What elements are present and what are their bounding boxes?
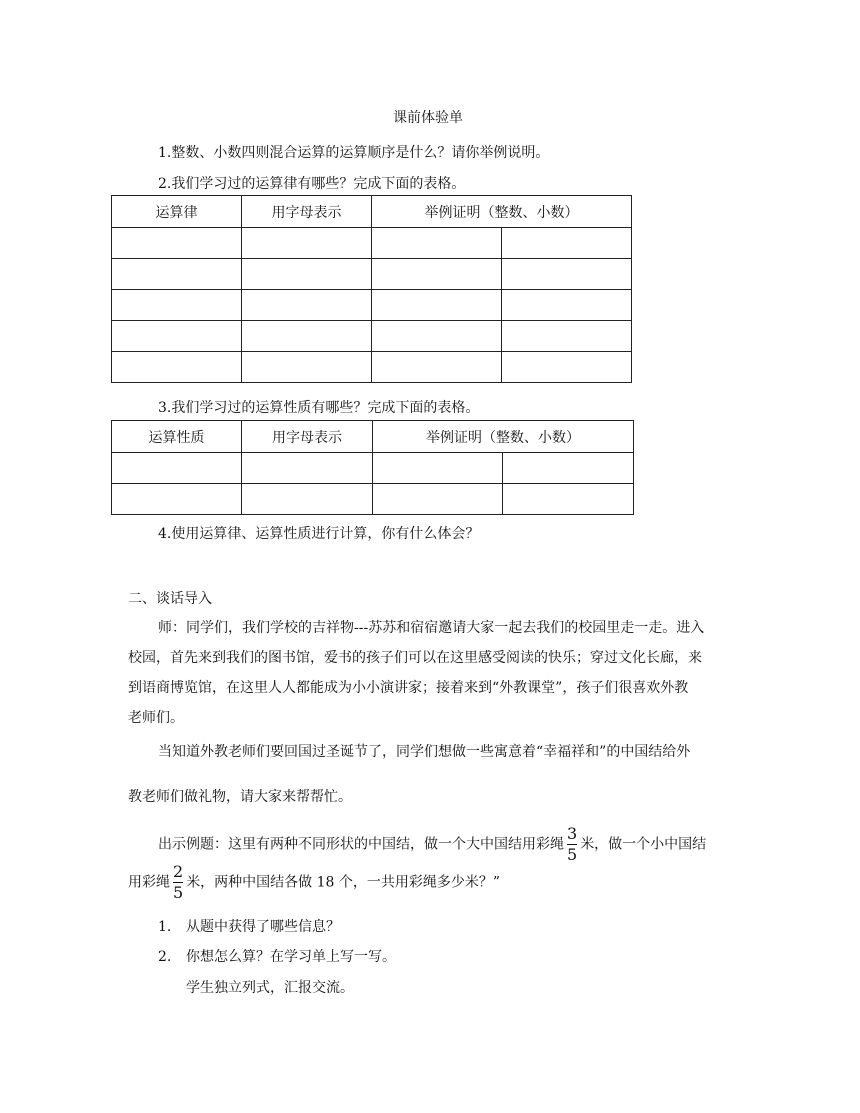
table-cell — [502, 290, 632, 321]
list-text: 从题中获得了哪些信息？ — [186, 919, 340, 935]
question-4: 4.使用运算律、运算性质进行计算，你有什么体会？ — [158, 526, 480, 542]
table-cell — [242, 321, 372, 352]
table-cell — [242, 290, 372, 321]
operation-laws-table — [111, 195, 632, 383]
fraction-numerator: 3 — [567, 824, 578, 843]
question-2: 2.我们学习过的运算律有哪些？完成下面的表格。 — [158, 176, 466, 192]
header-letters: 用字母表示 — [242, 196, 372, 228]
student-activity: 学生独立列式，汇报交流。 — [186, 980, 354, 996]
header-law: 运算律 — [112, 196, 242, 228]
list-item — [158, 947, 396, 967]
header-example: 举例证明（整数、小数） — [372, 196, 632, 228]
table-cell — [242, 484, 373, 515]
table-row — [112, 290, 632, 321]
header-example: 举例证明（整数、小数） — [373, 421, 634, 453]
table-row — [112, 321, 632, 352]
table-cell — [242, 453, 373, 484]
paragraph-1-line-4: 老师们。 — [128, 710, 184, 726]
question-1: 1.整数、小数四则混合运算的运算顺序是什么？请你举例说明。 — [158, 145, 550, 161]
question-3: 3.我们学习过的运算性质有哪些？完成下面的表格。 — [158, 400, 480, 416]
table-header-row — [112, 421, 634, 453]
example-text-b: 米，做一个小中国结 — [580, 836, 707, 853]
table-cell — [112, 484, 242, 515]
fraction-denominator: 5 — [567, 845, 578, 864]
header-property: 运算性质 — [112, 421, 242, 453]
paragraph-1-line-2: 校园，首先来到我们的图书馆，爱书的孩子们可以在这里感受阅读的快乐；穿过文化长廊，来 — [128, 650, 702, 666]
table-cell — [372, 352, 502, 383]
table-cell — [373, 484, 503, 515]
example-line-2 — [128, 863, 500, 902]
table-header-row — [112, 196, 632, 228]
table-row — [112, 228, 632, 259]
table-cell — [502, 228, 632, 259]
table-cell — [372, 321, 502, 352]
list-number: 2. — [158, 949, 172, 965]
example-text-a: 出示例题：这里有两种不同形状的中国结，做一个大中国结用彩绳 — [158, 836, 564, 853]
table-cell — [372, 290, 502, 321]
list-number: 1. — [158, 919, 172, 935]
example-text-d: 米，两种中国结各做 18 个，一共用彩绳多少米？” — [186, 874, 501, 891]
table-cell — [372, 228, 502, 259]
table-cell — [112, 321, 242, 352]
table-cell — [373, 453, 503, 484]
table-cell — [112, 352, 242, 383]
fraction-numerator: 2 — [173, 862, 184, 881]
table-cell — [372, 259, 502, 290]
table-cell — [112, 228, 242, 259]
paragraph-1-line-1: 师：同学们，我们学校的吉祥物---苏苏和宿宿邀请大家一起去我们的校园里走一走。进入 — [158, 620, 705, 636]
table-row — [112, 484, 634, 515]
example-line-1 — [158, 825, 706, 864]
table-row — [112, 259, 632, 290]
table-cell — [242, 259, 372, 290]
list-item — [158, 917, 340, 937]
table-cell — [242, 352, 372, 383]
table-cell — [503, 453, 634, 484]
fraction-denominator: 5 — [173, 883, 184, 902]
section-heading: 二、谈话导入 — [128, 591, 212, 607]
operation-properties-table — [111, 420, 634, 515]
paragraph-2-line-2: 教老师们做礼物，请大家来帮帮忙。 — [128, 789, 352, 805]
table-cell — [503, 484, 634, 515]
table-cell — [112, 453, 242, 484]
example-text-c: 用彩绳 — [128, 874, 170, 891]
table-row — [112, 453, 634, 484]
list-text: 你想怎么算？在学习单上写一写。 — [186, 949, 396, 965]
table-cell — [242, 228, 372, 259]
table-cell — [502, 352, 632, 383]
paragraph-2-line-1: 当知道外教老师们要回国过圣诞节了，同学们想做一些寓意着“幸福祥和”的中国结给外 — [158, 744, 691, 760]
page-title: 课前体验单 — [393, 110, 463, 126]
header-letters: 用字母表示 — [242, 421, 373, 453]
table-cell — [502, 259, 632, 290]
fraction-three-fifths — [567, 825, 577, 864]
table-cell — [112, 290, 242, 321]
table-row — [112, 352, 632, 383]
table-cell — [112, 259, 242, 290]
table-cell — [502, 321, 632, 352]
paragraph-1-line-3: 到语商博览馆，在这里人人都能成为小小演讲家；接着来到“外教课堂”，孩子们很喜欢外教 — [128, 680, 689, 696]
fraction-two-fifths — [173, 863, 183, 902]
